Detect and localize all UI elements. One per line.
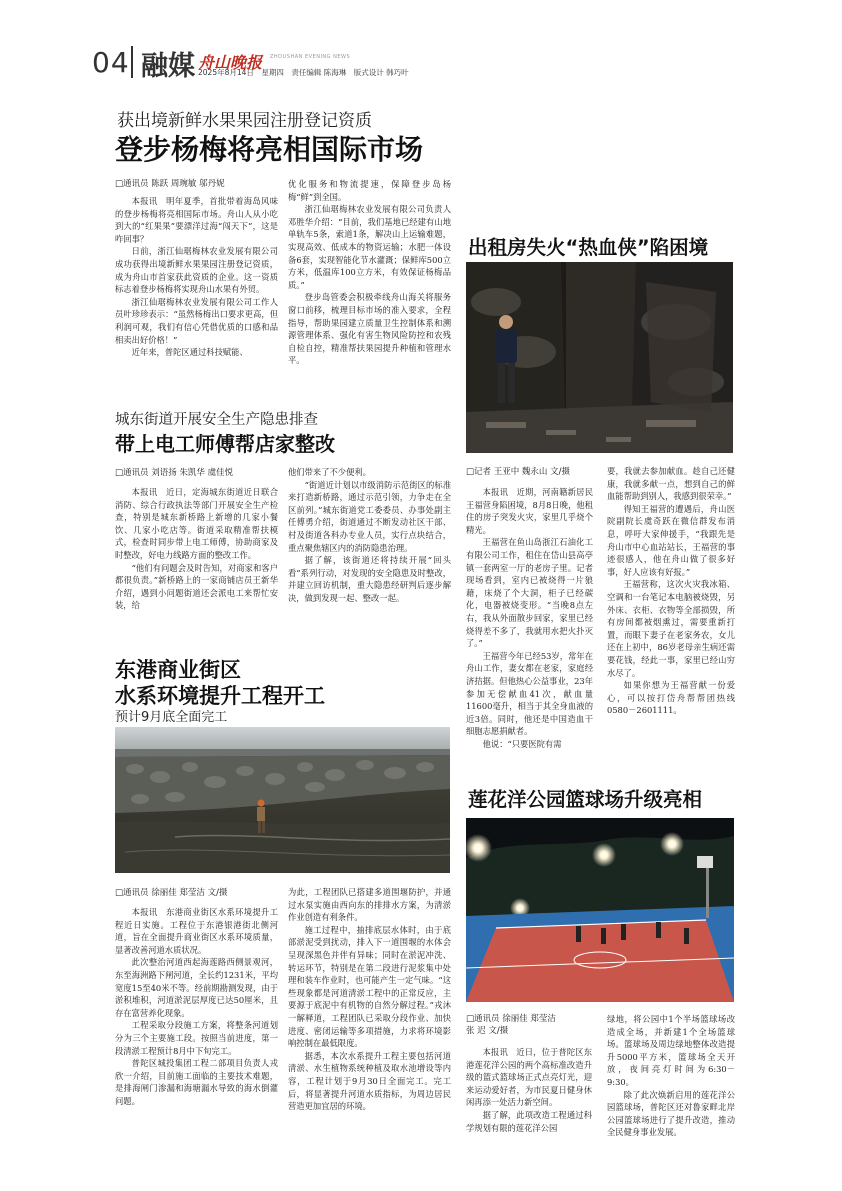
story4-headline: 出租房失火“热血侠”陷困境 (468, 236, 709, 259)
paragraph: 王福营称，这次火灾我冰箱、空调和一台笔记本电脑被烧毁，另外床、衣柜、衣物等全部损毁，所有房间都被烟熏过，需要重新打置，而眼下妻子在老家务农，女儿还在上初中，86岁老母亲生病还需要花钱，经此一事，家里已经山穷水尽了。 (607, 579, 735, 678)
paragraph: 据了解，该街道还将持续开展“回头看”系列行动，对发现的安全隐患及时整改，并建立回访机制，重大隐患经研判后逐步解决，做到发现一起、整改一起。 (288, 555, 451, 603)
story1-column-2 (288, 178, 451, 367)
paragraph: 本报讯 东港商业街区水系环境提升工程近日实施。工程位于东港银港街北侧河道，旨在全面提升商业街区水系环境质量，显著改善河道水质状况。 (115, 907, 278, 955)
paragraph: 为此，工程团队已搭建多道围堰防护，并通过水泵实施由西向东的排排水方案，为清淤作业创造有利条件。 (288, 887, 451, 923)
paragraph: 工程采取分段施工方案，将整条河道划分为三个主要施工段。按照当前进度，第一段清淤工程预计8月中下旬完工。 (115, 1020, 278, 1056)
paragraph: “他们有问题会及时告知，对商家和客户都很负责。”新桥路上的一家商铺店员王新华介绍，遇到小问题街道还会派电工来帮忙安装，给 (115, 562, 278, 611)
paragraph: 优化服务和物流提速，保障登步岛杨梅“鲜”到全国。 (288, 179, 451, 202)
paragraph: 据了解，此项改造工程通过科学规划有限的莲花洋公园 (466, 1109, 592, 1133)
story3-headline-line2: 水系环境提升工程开工 (115, 684, 325, 708)
paragraph: 得知王福营的遭遇后，舟山医院副院长虞奇跃在微信群发布消息，呼吁大家伸援手，“我跟先是舟山市中心血站站长，王福营的事迹很感人，他在舟山做了很多好事，好人应该有好报。” (607, 503, 735, 577)
story4-column-2 (607, 465, 735, 717)
paragraph: 近年来，普陀区通过科技赋能、 (131, 347, 248, 358)
story1-column-1 (115, 195, 278, 359)
fire-damage-photo (466, 262, 733, 453)
paragraph: 他们带来了不少便利。 (288, 467, 371, 477)
story3-column-2 (288, 886, 451, 1113)
story3-column-1 (115, 906, 278, 1108)
paragraph: 日前，浙江仙琚梅林农业发展有限公司成功获得出境新鲜水果果园注册登记资质，成为舟山市首家获此资质的企业。这一资质标志着登步杨梅将实现舟山水果有外贸。 (115, 246, 278, 295)
story2-headline: 带上电工师傅帮店家整改 (115, 432, 335, 456)
story1-headline: 登步杨梅将亮相国际市场 (115, 133, 424, 166)
story5-headline: 莲花洋公园篮球场升级亮相 (468, 788, 703, 811)
story2-column-2 (288, 466, 451, 605)
paragraph: 施工过程中，抽排底层水体时，由于底部淤泥受到扰动，排入下一道围堰的水体会呈现深黑色并伴有异味；同时在淤泥冲洗、转运环节，特别是在第二段进行泥浆集中处理和装车作业时，也可能产生一定气味。“这些现象都是河道清淤工程中的正常反应，主要源于底泥中有机物的自然分解过程。”戎沐一解释道，工程团队已采取分段作业、加快进度、密闭运输等多项措施，力求将环境影响控制在最低限度。 (288, 924, 451, 1049)
river-dredging-photo (115, 727, 450, 873)
story2-column-1 (115, 486, 278, 612)
story4-column-1 (466, 486, 593, 750)
paragraph: 浙江仙琚梅林农业发展有限公司负责人邓胜华介绍：“目前，我们基地已经建有山地单轨车5条，索道1条，解决山上运输难题，实现高效、低成本的物资运输；水肥一体设备6套，实现智能化节水灌溉；保鲜库500立方米，低温库100立方米，有效保证杨梅品质。” (288, 204, 451, 290)
paragraph: “街道近计划以市级消防示范街区的标准来打造新桥路，通过示范引领，力争走在全区前列。”城东街道党工委委员、办事处副主任傅勇介绍，街道通过不断发动社区干部、村及街道各科办专业人员，实行点块结合，重点聚焦辖区内的消防隐患治理。 (288, 479, 451, 553)
paragraph: 浙江仙琚梅林农业发展有限公司工作人员叶珍珍表示：“虽然杨梅出口要求更高，但利润可观，我们有信心凭借优质的口感和品相卖出好价格！” (115, 296, 278, 345)
paper-logo: 舟山晚报 (198, 53, 263, 72)
paragraph: 王福营在鱼山岛浙江石油化工有限公司工作，租住在岱山县高亭镇一套两室一厅的老房子里。记者现场看到，室内已被烧得一片狼藉，床烧了个大洞，柜子已经碳化，电器被烧变形。“当晚8点左右，我从外面散步回家，家里已经烧得差不多了，我就用水把火扑灭了。” (466, 537, 593, 649)
paragraph: 王福营今年已经53岁，常年在舟山工作，妻女都在老家，家庭经济拮据。但他热心公益事业，23年参加无偿献血41次，献血量11600毫升，相当于其全身血液的近3倍。同时，他还是中国造血干细胞志愿捐献者。 (466, 650, 593, 737)
story3-subhead: 预计9月底全面完工 (115, 710, 228, 725)
story5-column-2 (607, 1013, 735, 1139)
story2-kicker: 城东街道开展安全生产隐患排查 (115, 412, 318, 428)
basketball-court-photo (466, 818, 734, 1002)
masthead-meta: 2025年8月14日 星期四 责任编辑 陈海琳 版式设计 韩巧叶 (198, 68, 409, 77)
paragraph: 要，我就去参加献血。趁自己还健康，我就多献一点，想到自己的鲜血能帮助到别人，我感到很荣幸。” (607, 466, 735, 502)
story1-kicker: 获出境新鲜水果果园注册登记资质 (117, 111, 372, 131)
story5-column-1 (466, 1046, 592, 1134)
story4-byline: □记者 王亚中 魏永山 文/摄 (466, 467, 571, 477)
story3-headline-line1: 东港商业街区 (115, 658, 241, 682)
paragraph: 本报讯 近日，定海城东街道近日联合消防、综合行政执法等部门开展安全生产检查，特别是城东新桥路上新增的几家小餐饮、几家小吃店等。街道采取精准帮扶模式，检查时同步带上电工师傅，协助商家及时整改，好电力线路方面的整改工作。 (115, 487, 278, 560)
paragraph: 登步岛管委会积极牵线舟山海关将服务窗口前移，梳理目标市场的准入要求，全程指导，帮助果园建立质量卫生控制体系和溯源管理体系、强化有害生物风险防控和农残自检自控，精准帮扶果园提升种植和管理水平。 (288, 292, 451, 366)
story1-byline: □通讯员 陈跃 周琬敏 邬丹妮 (115, 179, 225, 189)
paragraph: 除了此次焕新启用的莲花洋公园篮球场，普陀区还对鲁家畔北岸公园篮球场进行了提升改造，推动全民健身事业发展。 (607, 1089, 735, 1138)
masthead-divider (131, 46, 133, 78)
story2-byline: □通讯员 刘语扬 朱凯华 虞佳悦 (115, 468, 234, 478)
story5-byline: □通讯员 徐丽佳 郑莹洁 张 迟 文/摄 (466, 1014, 590, 1036)
story3-byline: □通讯员 徐丽佳 郑莹洁 文/摄 (115, 888, 228, 898)
paragraph: 据悉，本次水系提升工程主要包括河道清淤、水生植物系统种植及取水池增设等内容，工程计划于9月30日全面完工。完工后，将显著提升河道水质指标，为周边居民营造更加宜居的环境。 (288, 1050, 451, 1112)
paragraph: 绿地，将公园中1个半场篮球场改造成全场，并新建1个全场篮球场。篮球场及周边绿地整体改造提升5000平方米，篮球场全天开放，夜间亮灯时间为6:30－9:30。 (607, 1014, 735, 1087)
paragraph: 此次整治河道西起海莲路西侧景观河，东至海洲路下闸河道，全长约1231米，平均宽度15至40米不等。经前期勘测发现，由于淤积堆积，河道淤泥层厚度已达50厘米，且存在富营养化现象。 (115, 957, 278, 1018)
paragraph: 如果你想为王福营献一份爱心，可以按打岱舟帮帮团热线0580－2601111。 (607, 680, 735, 716)
section-name: 融媒 (141, 51, 195, 82)
paragraph: 本报讯 近期，河南籍新居民王福营身陷困境，8月8日晚，他租住的房子突发火灾，家里几乎烧个精光。 (466, 487, 593, 535)
paragraph: 他说：“只要医院有需 (482, 738, 562, 749)
paragraph: 本报讯 明年夏季，首批带着海岛风味的登步杨梅将亮相国际市场。舟山人从小吃到大的“红果果”要漂洋过海“闯天下”，这是咋回事？ (115, 196, 278, 244)
paragraph: 普陀区城投集团工程二部项目负责人戎欣一介绍，目前施工面临的主要技术难题，是排海闸门渗漏和海塘漏水导致的海水倒灌问题。 (115, 1058, 278, 1106)
paper-english-name: ZHOUSHAN EVENING NEWS (270, 54, 351, 60)
page-number: 04 (92, 46, 130, 79)
paragraph: 本报讯 近日，位于普陀区东港莲花洋公园的两个高标准改造升级的篮式篮球场正式点亮灯光，迎来运动爱好者，为市民夏日健身休闲再添一处活力新空间。 (466, 1047, 592, 1108)
